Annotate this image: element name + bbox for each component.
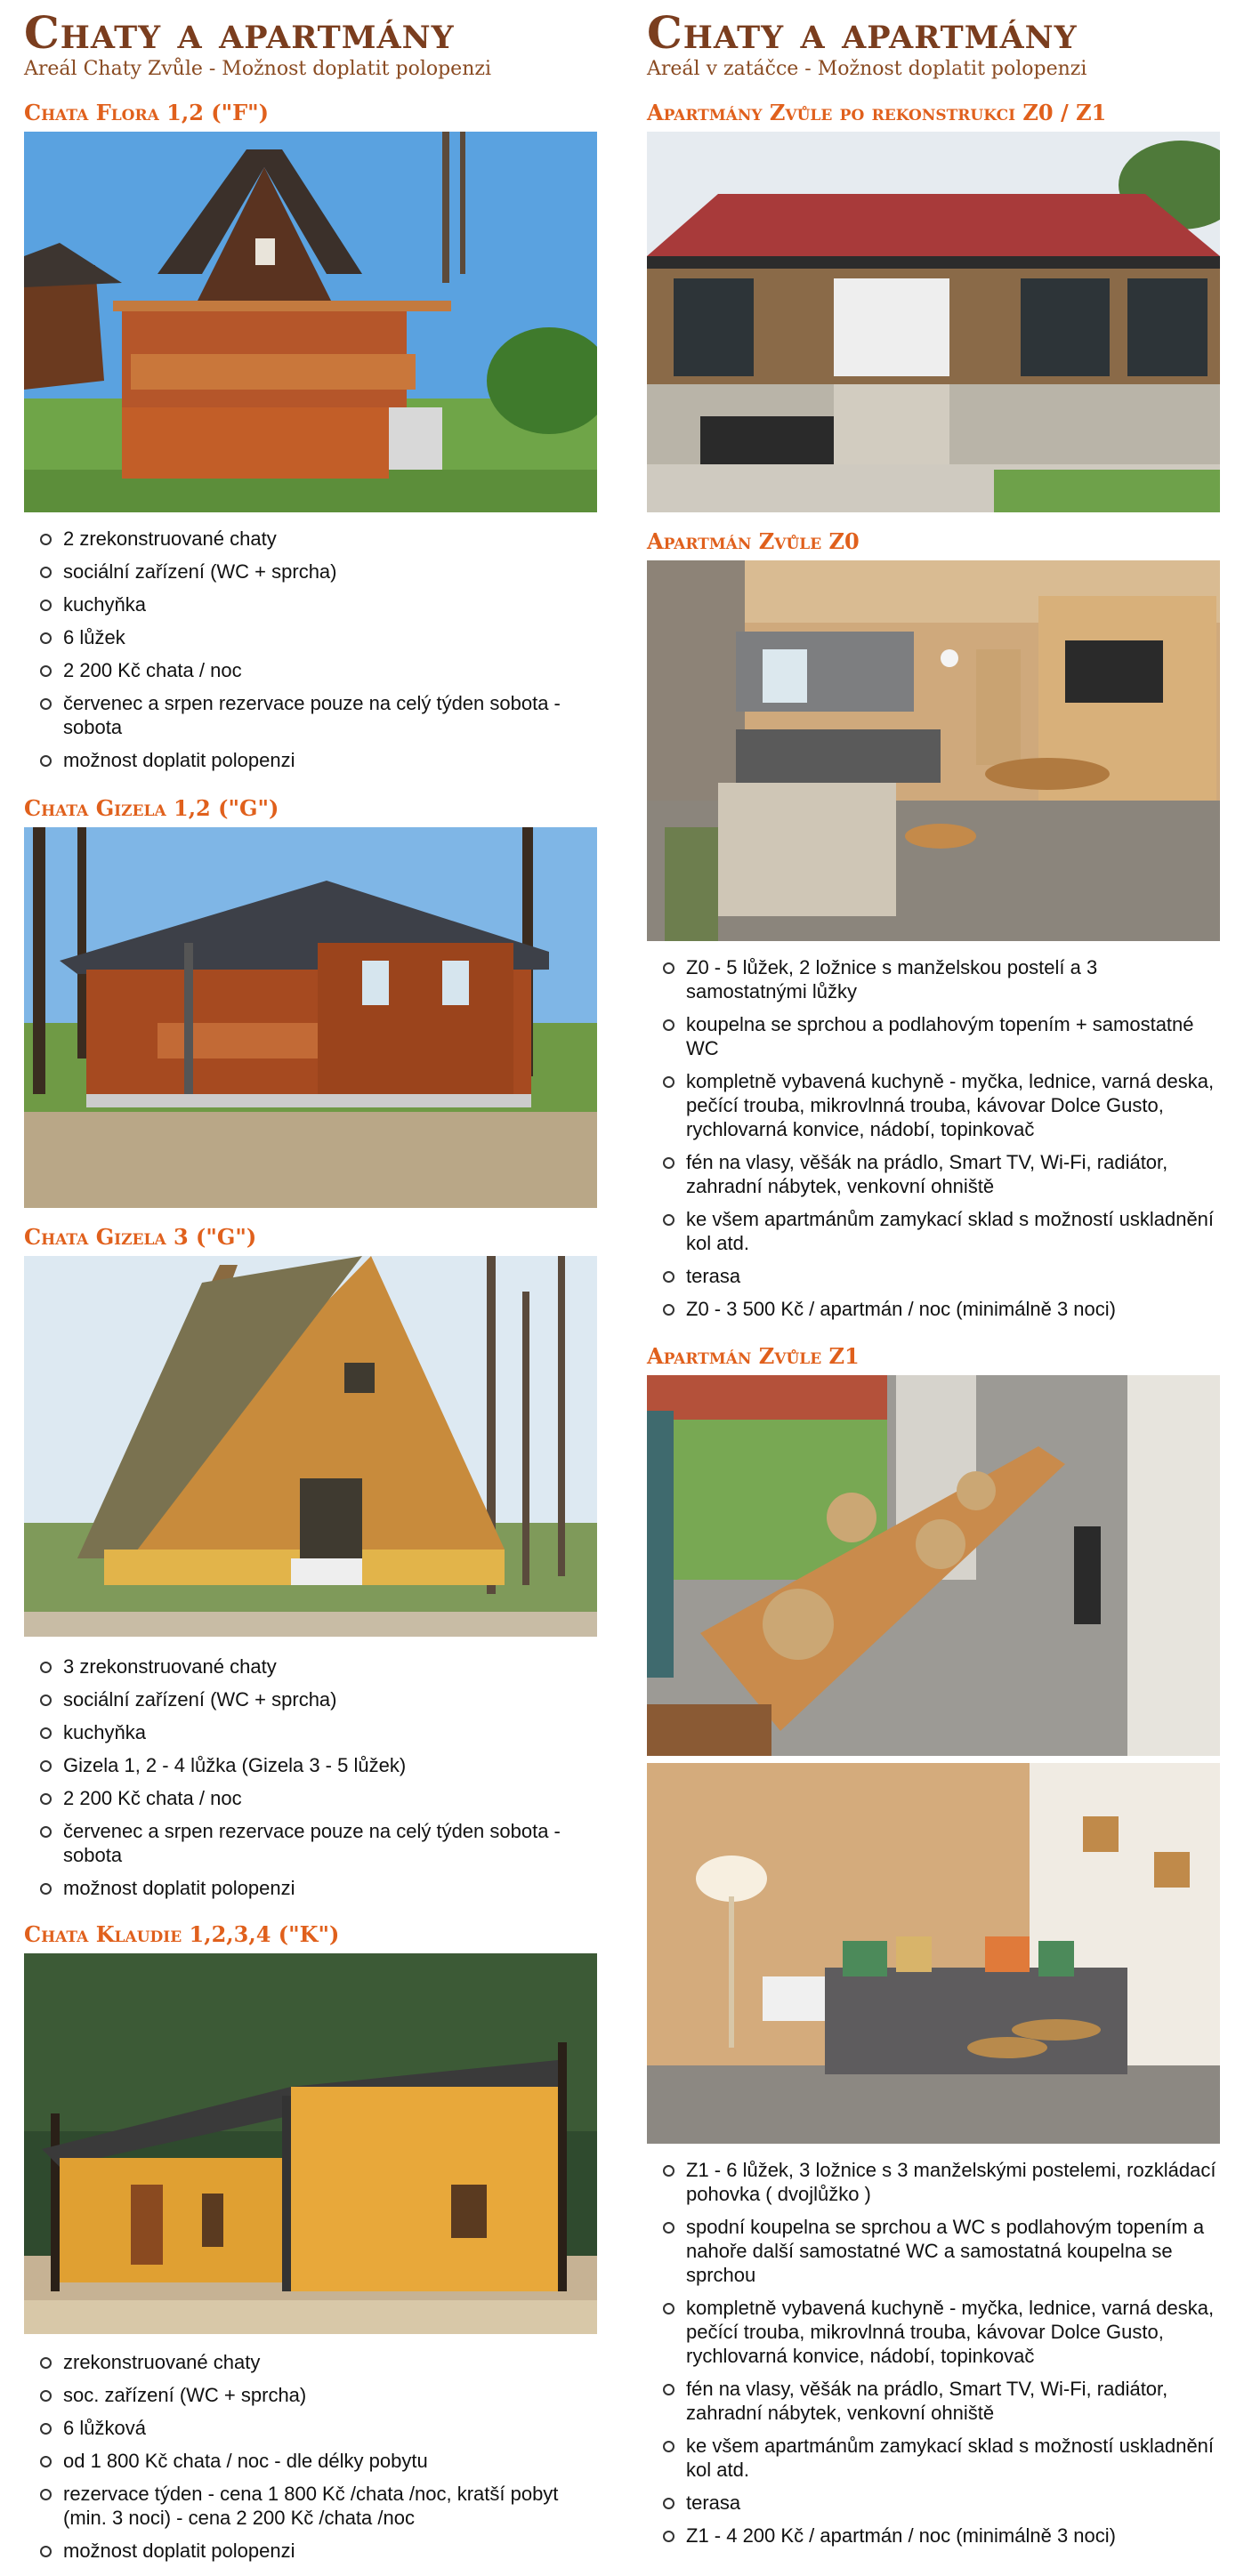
list-item: Z0 - 3 500 Kč / apartmán / noc (minimálně 3 noci)	[663, 1297, 1220, 1321]
list-item: červenec a srpen rezervace pouze na celý týden sobota - sobota	[40, 691, 597, 739]
list-item: Z1 - 4 200 Kč / apartmán / noc (minimálně 3 noci)	[663, 2524, 1220, 2548]
section-heading-gizela-12: Chata Gizela 1,2 ("G")	[24, 795, 279, 821]
section-heading-flora: Chata Flora 1,2 ("F")	[24, 100, 270, 125]
list-item: spodní koupelna se sprchou a WC s podlahovým topením a nahoře další samostatné WC a samostatná koupelna se sprchou	[663, 2215, 1220, 2287]
list-item: možnost doplatit polopenzi	[40, 1876, 597, 1900]
photo-apartmany-exterior	[647, 132, 1220, 512]
photo-apartman-z0	[647, 560, 1220, 941]
section-heading-klaudie: Chata Klaudie 1,2,3,4 ("K")	[24, 1921, 340, 1947]
list-item: 2 zrekonstruované chaty	[40, 527, 597, 551]
list-item: červenec a srpen rezervace pouze na celý týden sobota - sobota	[40, 1819, 597, 1867]
photo-chata-klaudie	[24, 1953, 597, 2334]
list-item: Z0 - 5 lůžek, 2 ložnice s manželskou postelí a 3 samostatnými lůžky	[663, 955, 1220, 1003]
features-list-z1	[647, 2158, 1220, 2548]
section-heading-gizela-3: Chata Gizela 3 ("G")	[24, 1224, 257, 1250]
list-item: kuchyňka	[40, 1720, 597, 1744]
page-subtitle: Areál Chaty Zvůle - Možnost doplatit polopenzi	[24, 58, 491, 80]
section-heading-z1: Apartmán Zvůle Z1	[647, 1343, 860, 1369]
list-item: sociální zařízení (WC + sprcha)	[40, 1687, 597, 1711]
photo-chata-gizela-12	[24, 827, 597, 1208]
list-item: terasa	[663, 1264, 1220, 1288]
page-title: Chaty a apartmány	[24, 6, 455, 59]
list-item: 3 zrekonstruované chaty	[40, 1654, 597, 1678]
page-title-right: Chaty a apartmány	[647, 6, 1078, 59]
photo-chata-flora	[24, 132, 597, 512]
list-item: 2 200 Kč chata / noc	[40, 658, 597, 682]
list-item: fén na vlasy, věšák na prádlo, Smart TV, Wi-Fi, radiátor, zahradní nábytek, venkovní ohniště	[663, 2377, 1220, 2425]
list-item: rezervace týden - cena 1 800 Kč /chata /noc, kratší pobyt (min. 3 noci) - cena 2 200 Kč /chata /noc	[40, 2482, 597, 2530]
list-item: terasa	[663, 2491, 1220, 2515]
list-item: soc. zařízení (WC + sprcha)	[40, 2383, 597, 2407]
features-list-klaudie	[24, 2350, 597, 2563]
list-item: 6 lůžková	[40, 2416, 597, 2440]
photo-apartman-z1-living	[647, 1763, 1220, 2144]
list-item: Z1 - 6 lůžek, 3 ložnice s 3 manželskými postelemi, rozkládací pohovka ( dvojlůžko )	[663, 2158, 1220, 2206]
section-heading-z0: Apartmán Zvůle Z0	[647, 528, 860, 554]
features-list-z0	[647, 955, 1220, 1321]
list-item: ke všem apartmánům zamykací sklad s možností uskladnění kol atd.	[663, 1207, 1220, 1255]
list-item: ke všem apartmánům zamykací sklad s možností uskladnění kol atd.	[663, 2434, 1220, 2482]
list-item: zrekonstruované chaty	[40, 2350, 597, 2374]
list-item: možnost doplatit polopenzi	[40, 2539, 597, 2563]
list-item: 6 lůžek	[40, 625, 597, 649]
list-item: kompletně vybavená kuchyně - myčka, lednice, varná deska, pečící trouba, mikrovlnná trouba, kávovar Dolce Gusto, rychlovarná konvice, nádobí, topinkovač	[663, 1069, 1220, 1141]
photo-chata-gizela-3	[24, 1256, 597, 1637]
list-item: 2 200 Kč chata / noc	[40, 1786, 597, 1810]
list-item: od 1 800 Kč chata / noc - dle délky pobytu	[40, 2449, 597, 2473]
features-list-gizela	[24, 1654, 597, 1900]
list-item: možnost doplatit polopenzi	[40, 748, 597, 772]
list-item: sociální zařízení (WC + sprcha)	[40, 559, 597, 584]
list-item: koupelna se sprchou a podlahovým topením + samostatné WC	[663, 1012, 1220, 1060]
photo-apartman-z1-dining	[647, 1375, 1220, 1756]
features-list-flora	[24, 527, 597, 772]
list-item: kuchyňka	[40, 592, 597, 616]
page-subtitle-right: Areál v zatáčce - Možnost doplatit polopenzi	[647, 58, 1087, 80]
section-heading-apartmany: Apartmány Zvůle po rekonstrukci Z0 / Z1	[647, 100, 1107, 125]
list-item: kompletně vybavená kuchyně - myčka, lednice, varná deska, pečící trouba, mikrovlnná trouba, kávovar Dolce Gusto, rychlovarná konvice, nádobí, topinkovač	[663, 2296, 1220, 2368]
list-item: Gizela 1, 2 - 4 lůžka (Gizela 3 - 5 lůžek)	[40, 1753, 597, 1777]
list-item: fén na vlasy, věšák na prádlo, Smart TV, Wi-Fi, radiátor, zahradní nábytek, venkovní ohniště	[663, 1150, 1220, 1198]
